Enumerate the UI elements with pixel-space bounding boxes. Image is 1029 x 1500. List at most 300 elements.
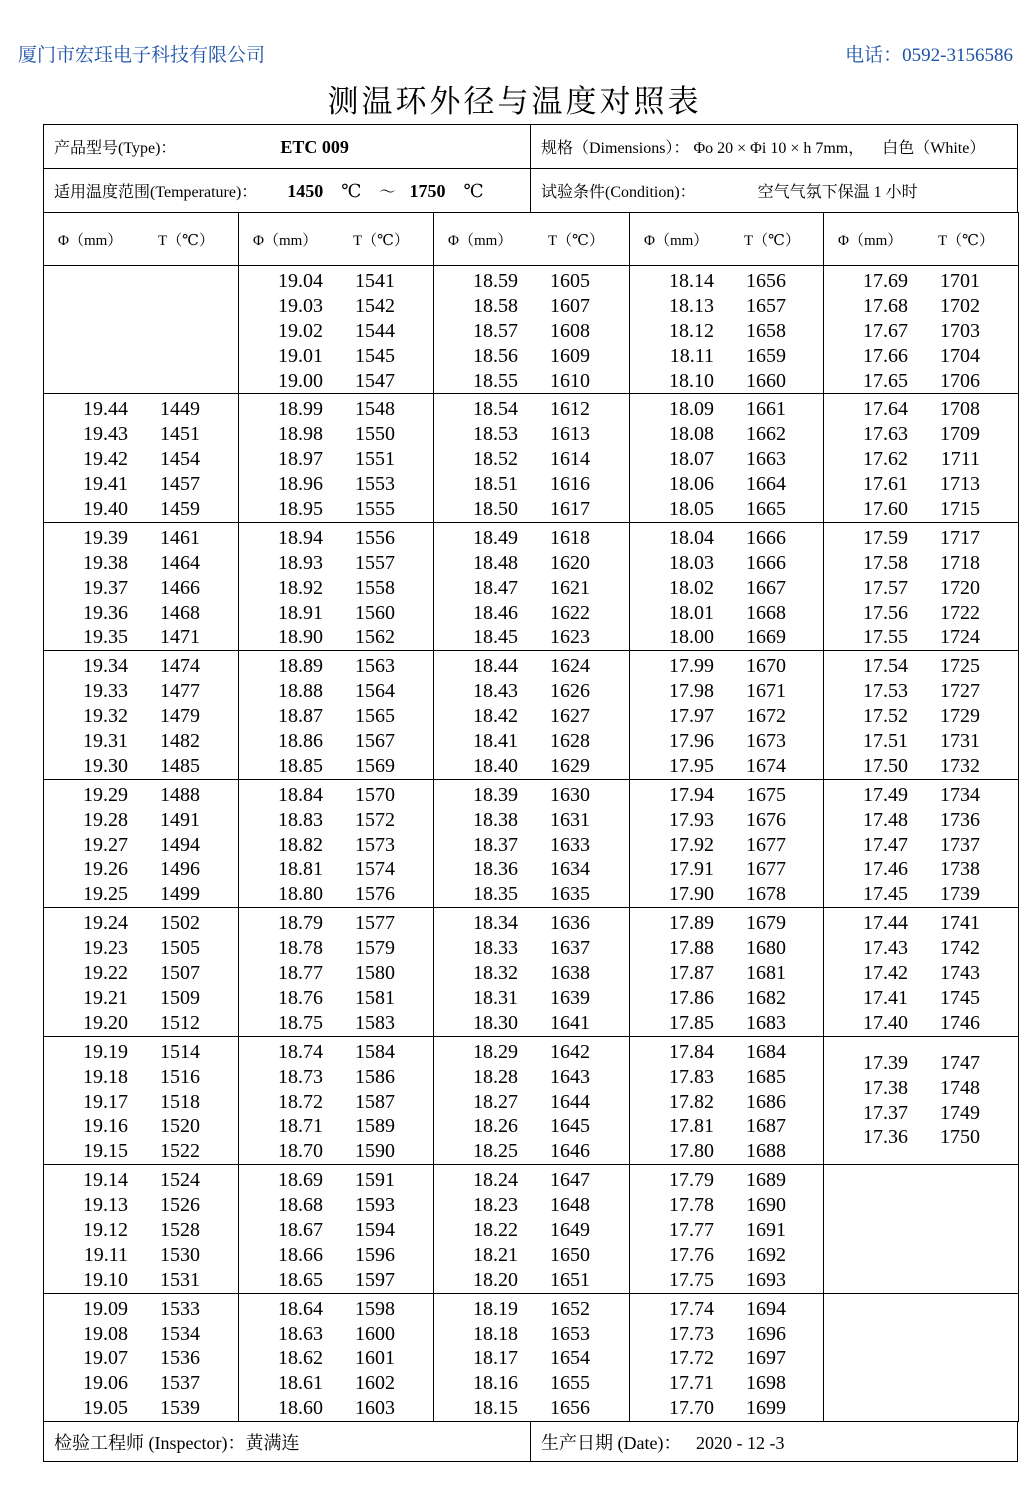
table-row [239, 833, 433, 858]
table-row [434, 936, 629, 961]
temp-value: 1645 [550, 1115, 590, 1138]
temp-value: 1678 [746, 883, 786, 906]
table-row [434, 1396, 629, 1421]
temp-value: 1665 [746, 498, 786, 521]
temp-value: 1660 [746, 369, 786, 392]
temp-value: 1677 [746, 858, 786, 881]
table-row [239, 1268, 433, 1293]
temp-value: 1676 [746, 808, 786, 831]
temp-value: 1451 [160, 423, 200, 446]
table-row [824, 911, 1018, 936]
table-cell [44, 908, 239, 1036]
temp-value: 1616 [550, 473, 590, 496]
phi-value: 17.70 [669, 1397, 714, 1420]
phi-value: 18.39 [473, 783, 518, 806]
temp-value: 1647 [550, 1169, 590, 1192]
phi-header: Φ（mm） [448, 232, 513, 249]
phi-value: 17.46 [863, 858, 908, 881]
phi-value: 17.88 [669, 937, 714, 960]
temp-header: T（℃） [353, 232, 409, 249]
temp-value: 1720 [940, 576, 980, 599]
phi-value: 19.05 [83, 1397, 128, 1420]
table-row [239, 625, 433, 650]
temp-value: 1598 [355, 1297, 395, 1320]
condition-value: 空气气氛下保温 1 小时 [757, 184, 918, 201]
phi-value: 19.15 [83, 1140, 128, 1163]
table-cell [434, 779, 630, 907]
phi-value: 19.41 [83, 473, 128, 496]
temp-value: 1650 [550, 1243, 590, 1266]
phi-value: 18.81 [278, 858, 323, 881]
phi-value: 17.62 [863, 448, 908, 471]
temp-value: 1596 [355, 1243, 395, 1266]
table-row [239, 783, 433, 808]
table-cell [434, 266, 630, 394]
phi-value: 18.18 [473, 1322, 518, 1345]
table-row [44, 497, 238, 522]
date-label: 生产日期 (Date)： [541, 1432, 682, 1453]
temperature-max: 1750 [409, 181, 446, 201]
phi-value: 18.20 [473, 1268, 518, 1291]
phi-value: 17.43 [863, 937, 908, 960]
table-row [434, 422, 629, 447]
phi-value: 17.85 [669, 1011, 714, 1034]
phi-value: 18.87 [278, 705, 323, 728]
table-row [824, 319, 1018, 344]
phi-value: 19.24 [83, 912, 128, 935]
phi-value: 17.41 [863, 986, 908, 1009]
phi-value: 17.94 [669, 783, 714, 806]
phi-value: 18.94 [278, 526, 323, 549]
column-header [630, 213, 824, 266]
phi-value: 19.29 [83, 783, 128, 806]
temp-value: 1514 [160, 1040, 200, 1063]
phi-value: 18.19 [473, 1297, 518, 1320]
phi-value: 19.35 [83, 626, 128, 649]
phi-value: 18.68 [278, 1194, 323, 1217]
temp-value: 1722 [940, 601, 980, 624]
table-row [824, 526, 1018, 551]
temp-value: 1485 [160, 754, 200, 777]
temp-value: 1457 [160, 473, 200, 496]
table-row [44, 1322, 238, 1347]
temp-value: 1686 [746, 1090, 786, 1113]
dimensions-cell [531, 125, 1018, 169]
temp-value: 1593 [355, 1194, 395, 1217]
phi-value: 19.37 [83, 576, 128, 599]
temp-value: 1731 [940, 730, 980, 753]
temp-value: 1689 [746, 1169, 786, 1192]
table-row [630, 833, 823, 858]
table-row [239, 422, 433, 447]
phi-value: 17.50 [863, 754, 908, 777]
phi-value: 18.51 [473, 473, 518, 496]
table-cell [434, 651, 630, 779]
temp-value: 1673 [746, 730, 786, 753]
table-row [824, 447, 1018, 472]
phi-value: 17.72 [669, 1347, 714, 1370]
temp-value: 1547 [355, 369, 395, 392]
table-cell [44, 1036, 239, 1164]
phi-value: 19.27 [83, 833, 128, 856]
table-cell [239, 394, 434, 522]
temp-value: 1651 [550, 1268, 590, 1291]
phi-value: 19.20 [83, 1011, 128, 1034]
table-row [824, 833, 1018, 858]
table-row [44, 625, 238, 650]
phi-value: 19.33 [83, 680, 128, 703]
temp-value: 1612 [550, 398, 590, 421]
temp-value: 1657 [746, 294, 786, 317]
table-row [239, 497, 433, 522]
table-row [824, 269, 1018, 294]
phi-value: 18.61 [278, 1372, 323, 1395]
table-row [824, 961, 1018, 986]
temp-value: 1466 [160, 576, 200, 599]
temp-value: 1553 [355, 473, 395, 496]
phi-value: 18.09 [669, 398, 714, 421]
table-row [44, 986, 238, 1011]
phi-value: 18.27 [473, 1090, 518, 1113]
phi-value: 17.98 [669, 680, 714, 703]
table-row [239, 397, 433, 422]
table-cell [630, 266, 824, 394]
phi-value: 19.18 [83, 1065, 128, 1088]
phi-value: 18.60 [278, 1397, 323, 1420]
table-row [239, 294, 433, 319]
table-row [630, 911, 823, 936]
table-row [434, 397, 629, 422]
temp-value: 1570 [355, 783, 395, 806]
table-cell [630, 522, 824, 650]
table-row [239, 1218, 433, 1243]
table-row [630, 729, 823, 754]
table-row [630, 1168, 823, 1193]
temp-value: 1621 [550, 576, 590, 599]
temp-header: T（℃） [938, 232, 994, 249]
table-row [239, 654, 433, 679]
table-cell [239, 266, 434, 394]
table-row [44, 422, 238, 447]
phi-value: 17.79 [669, 1169, 714, 1192]
phi-value: 18.69 [278, 1169, 323, 1192]
temp-value: 1727 [940, 680, 980, 703]
date-cell [531, 1422, 1018, 1462]
temp-value: 1556 [355, 526, 395, 549]
phi-value: 17.52 [863, 705, 908, 728]
table-row [239, 369, 433, 394]
phi-value: 18.05 [669, 498, 714, 521]
table-row [824, 936, 1018, 961]
table-block [44, 394, 1019, 522]
temp-value: 1648 [550, 1194, 590, 1217]
phi-value: 18.46 [473, 601, 518, 624]
temp-value: 1627 [550, 705, 590, 728]
table-row [239, 704, 433, 729]
lookup-table [43, 212, 1019, 1422]
table-row [434, 857, 629, 882]
temp-value: 1675 [746, 783, 786, 806]
phi-value: 19.22 [83, 962, 128, 985]
table-row [434, 344, 629, 369]
phi-value: 18.32 [473, 962, 518, 985]
phi-value: 17.37 [863, 1101, 908, 1124]
table-cell [239, 522, 434, 650]
temp-value: 1668 [746, 601, 786, 624]
temp-value: 1702 [940, 294, 980, 317]
type-cell [44, 125, 531, 169]
phi-value: 18.28 [473, 1065, 518, 1088]
phi-value: 18.26 [473, 1115, 518, 1138]
phi-value: 17.95 [669, 754, 714, 777]
temp-value: 1512 [160, 1011, 200, 1034]
table-row [824, 369, 1018, 394]
temp-value: 1590 [355, 1140, 395, 1163]
temp-value: 1629 [550, 754, 590, 777]
table-row [630, 1040, 823, 1065]
phi-value: 18.57 [473, 319, 518, 342]
temp-value: 1474 [160, 655, 200, 678]
table-cell [44, 779, 239, 907]
temp-value: 1602 [355, 1372, 395, 1395]
table-row [434, 833, 629, 858]
temp-value: 1711 [940, 448, 980, 471]
phi-value: 19.02 [278, 319, 323, 342]
temp-value: 1609 [550, 344, 590, 367]
table-row [824, 729, 1018, 754]
table-cell [434, 1293, 630, 1421]
table-block [44, 1036, 1019, 1164]
temp-value: 1685 [746, 1065, 786, 1088]
table-cell [824, 1165, 1019, 1293]
phi-value: 17.40 [863, 1011, 908, 1034]
table-cell [630, 779, 824, 907]
table-row [434, 526, 629, 551]
phi-value: 17.66 [863, 344, 908, 367]
temp-value: 1698 [746, 1372, 786, 1395]
phi-value: 18.95 [278, 498, 323, 521]
phi-value: 17.99 [669, 655, 714, 678]
date-value: 2020 - 12 -3 [695, 1432, 785, 1453]
table-row [44, 754, 238, 779]
table-row [630, 857, 823, 882]
table-row [824, 576, 1018, 601]
table-row [239, 936, 433, 961]
table-row [44, 961, 238, 986]
phi-value: 18.82 [278, 833, 323, 856]
phi-value: 18.37 [473, 833, 518, 856]
table-row [630, 936, 823, 961]
temp-value: 1663 [746, 448, 786, 471]
table-row [44, 397, 238, 422]
temp-value: 1572 [355, 808, 395, 831]
table-block [44, 651, 1019, 779]
phi-value: 18.93 [278, 551, 323, 574]
table-cell [434, 908, 630, 1036]
phi-value: 17.73 [669, 1322, 714, 1345]
phi-value: 18.10 [669, 369, 714, 392]
temp-value: 1743 [940, 962, 980, 985]
phi-value: 17.67 [863, 319, 908, 342]
table-row [824, 601, 1018, 626]
phi-value: 18.24 [473, 1169, 518, 1192]
phi-value: 18.33 [473, 937, 518, 960]
temp-value: 1550 [355, 423, 395, 446]
table-cell [44, 394, 239, 522]
phi-value: 18.44 [473, 655, 518, 678]
phi-value: 17.91 [669, 858, 714, 881]
temp-value: 1708 [940, 398, 980, 421]
table-cell [824, 1293, 1019, 1421]
phi-value: 17.38 [863, 1076, 908, 1099]
temp-value: 1516 [160, 1065, 200, 1088]
temp-value: 1577 [355, 912, 395, 935]
table-row [239, 961, 433, 986]
phi-value: 19.44 [83, 398, 128, 421]
temp-value: 1634 [550, 858, 590, 881]
phi-value: 17.86 [669, 986, 714, 1009]
temp-value: 1664 [746, 473, 786, 496]
table-row [44, 808, 238, 833]
table-cell [630, 1165, 824, 1293]
table-row [630, 447, 823, 472]
phi-value: 17.92 [669, 833, 714, 856]
phi-value: 19.39 [83, 526, 128, 549]
temp-value: 1681 [746, 962, 786, 985]
temp-value: 1734 [940, 783, 980, 806]
phi-value: 17.51 [863, 730, 908, 753]
phi-value: 18.17 [473, 1347, 518, 1370]
phi-value: 18.75 [278, 1011, 323, 1034]
phi-value: 19.07 [83, 1347, 128, 1370]
phi-value: 17.39 [863, 1051, 908, 1074]
table-row [44, 576, 238, 601]
table-cell [434, 1165, 630, 1293]
table-cell [239, 651, 434, 779]
table-row [239, 857, 433, 882]
table-row [434, 576, 629, 601]
phi-value: 19.14 [83, 1169, 128, 1192]
table-row [434, 1065, 629, 1090]
temp-value: 1530 [160, 1243, 200, 1266]
temp-value: 1531 [160, 1268, 200, 1291]
table-row [239, 576, 433, 601]
temp-value: 1454 [160, 448, 200, 471]
table-row [434, 986, 629, 1011]
table-row [630, 601, 823, 626]
temp-value: 1491 [160, 808, 200, 831]
table-row [824, 294, 1018, 319]
table-row [434, 1168, 629, 1193]
temp-value: 1659 [746, 344, 786, 367]
phi-value: 17.83 [669, 1065, 714, 1088]
phi-value: 19.06 [83, 1372, 128, 1395]
table-row [824, 625, 1018, 650]
temp-value: 1692 [746, 1243, 786, 1266]
table-row [239, 472, 433, 497]
temp-value: 1526 [160, 1194, 200, 1217]
table-row [44, 729, 238, 754]
phi-value: 18.78 [278, 937, 323, 960]
table-row [44, 1139, 238, 1164]
phi-header: Φ（mm） [58, 232, 123, 249]
table-row [630, 294, 823, 319]
phi-value: 19.13 [83, 1194, 128, 1217]
temp-value: 1587 [355, 1090, 395, 1113]
table-block [44, 908, 1019, 1036]
table-row [630, 625, 823, 650]
temp-value: 1522 [160, 1140, 200, 1163]
table-row [630, 1297, 823, 1322]
phi-value: 19.23 [83, 937, 128, 960]
temp-value: 1464 [160, 551, 200, 574]
temp-value: 1551 [355, 448, 395, 471]
temp-value: 1729 [940, 705, 980, 728]
column-header [824, 213, 1019, 266]
table-row [630, 472, 823, 497]
temp-value: 1639 [550, 986, 590, 1009]
table-cell [434, 394, 630, 522]
temp-value: 1637 [550, 937, 590, 960]
table-row [44, 704, 238, 729]
table-row [434, 1040, 629, 1065]
table-row [239, 1322, 433, 1347]
table-row [434, 1297, 629, 1322]
temp-value: 1666 [746, 526, 786, 549]
phi-value: 18.63 [278, 1322, 323, 1345]
phi-value: 18.30 [473, 1011, 518, 1034]
table-cell [824, 908, 1019, 1036]
phi-value: 17.36 [863, 1126, 908, 1149]
temp-value: 1610 [550, 369, 590, 392]
phi-value: 19.28 [83, 808, 128, 831]
table-row [630, 986, 823, 1011]
temp-value: 1573 [355, 833, 395, 856]
temp-value: 1565 [355, 705, 395, 728]
phi-value: 19.31 [83, 730, 128, 753]
temp-value: 1683 [746, 1011, 786, 1034]
temp-value: 1667 [746, 576, 786, 599]
temp-value: 1586 [355, 1065, 395, 1088]
temp-value: 1605 [550, 270, 590, 292]
temp-value: 1479 [160, 705, 200, 728]
temp-value: 1649 [550, 1218, 590, 1241]
phi-value: 18.41 [473, 730, 518, 753]
phi-value: 18.14 [669, 270, 714, 292]
temp-value: 1591 [355, 1169, 395, 1192]
phi-value: 17.49 [863, 783, 908, 806]
temp-value: 1563 [355, 655, 395, 678]
table-row [239, 1371, 433, 1396]
table-cell [824, 779, 1019, 907]
temp-value: 1520 [160, 1115, 200, 1138]
table-row [44, 1114, 238, 1139]
phi-value: 19.12 [83, 1218, 128, 1241]
table-cell [824, 522, 1019, 650]
temp-value: 1706 [940, 369, 980, 392]
phi-value: 18.15 [473, 1397, 518, 1420]
table-cell [44, 522, 239, 650]
temp-value: 1638 [550, 962, 590, 985]
table-row [239, 754, 433, 779]
phi-value: 19.03 [278, 294, 323, 317]
table-row [824, 1051, 1018, 1076]
phi-value: 18.11 [669, 344, 714, 367]
temp-value: 1715 [940, 498, 980, 521]
phi-value: 18.23 [473, 1194, 518, 1217]
temp-value: 1601 [355, 1347, 395, 1370]
temp-value: 1693 [746, 1268, 786, 1291]
